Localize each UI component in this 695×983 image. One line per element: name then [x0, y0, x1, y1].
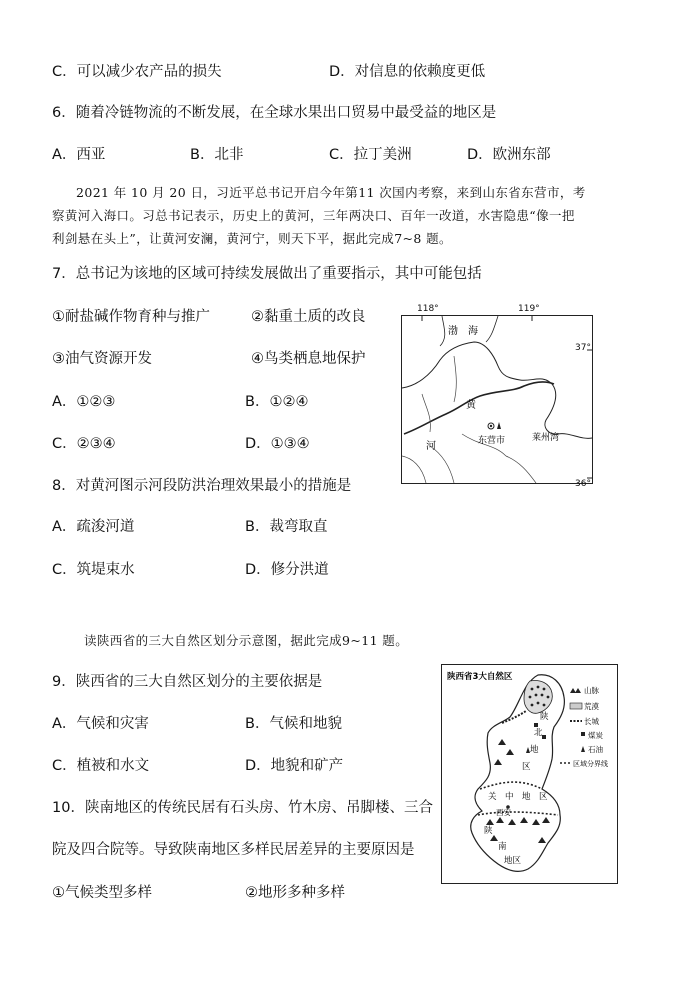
q8-option-a: A．疏浚河道 — [52, 519, 135, 535]
q6-option-c: C．拉丁美洲 — [329, 147, 412, 163]
sea-label: 渤 海 — [448, 326, 478, 337]
south-label-2: 南 — [498, 842, 507, 852]
boundary-central-south — [478, 812, 558, 815]
q8-option-d: D．修分洪道 — [245, 562, 329, 578]
q7-item-1: ①耐盐碱作物育种与推广 — [52, 309, 210, 325]
lon-label-119: 119° — [518, 304, 540, 314]
q8-option-b: B．裁弯取直 — [245, 519, 328, 535]
south-label-1: 陕 — [484, 826, 493, 836]
xian-label: 西安 — [496, 808, 511, 817]
q5-option-d: D．对信息的依赖度更低 — [329, 64, 486, 80]
legend-oil-icon — [581, 746, 585, 752]
shaanxi-regions-map — [441, 664, 618, 884]
bay-label: 莱州湾 — [532, 433, 560, 443]
north-label-2: 北 — [534, 728, 543, 738]
boundary-north-central — [480, 782, 542, 789]
q7-item-3: ③油气资源开发 — [52, 351, 152, 367]
q6-option-d: D．欧洲东部 — [467, 147, 551, 163]
legend-coal-icon — [581, 732, 585, 736]
legend-wall-label: 长城 — [584, 717, 599, 726]
coal-icon — [534, 723, 538, 727]
q7-item-2: ②黏重土质的改良 — [251, 309, 366, 325]
q6-option-b: B．北非 — [190, 147, 244, 163]
q9-option-a: A．气候和灾害 — [52, 716, 149, 732]
legend-oil-label: 石油 — [588, 745, 603, 754]
q9-stem: 9．陕西省的三大自然区划分的主要依据是 — [52, 674, 323, 690]
q7-stem: 7．总书记为该地的区域可持续发展做出了重要指示，其中可能包括 — [52, 266, 482, 282]
q5-option-c: C．可以减少农产品的损失 — [52, 64, 222, 80]
q10-stem-line2: 院及四合院等。导致陕南地区多样民居差异的主要原因是 — [52, 842, 415, 858]
q7-option-c: C．②③④ — [52, 436, 116, 452]
river-label-top: 黄 — [466, 400, 476, 411]
q9-option-c: C．植被和水文 — [52, 758, 150, 774]
legend-mountain-icon — [570, 688, 581, 693]
legend-boundary-label: 区域分界线 — [573, 760, 608, 768]
q7-option-a: A．①②③ — [52, 394, 116, 410]
q6-stem: 6．随着冷链物流的不断发展，在全球水果出口贸易中最受益的地区是 — [52, 105, 497, 121]
q10-item-1: ①气候类型多样 — [52, 885, 152, 901]
q8-option-c: C．筑堤束水 — [52, 562, 135, 578]
q8-stem: 8．对黄河图示河段防洪治理效果最小的措施是 — [52, 478, 352, 494]
passage1-line3: 利剑悬在头上”，让黄河安澜，黄河宁，则天下平，据此完成7~8 题。 — [52, 231, 452, 246]
q6-option-a: A．西亚 — [52, 147, 106, 163]
q7-option-b: B．①②④ — [245, 394, 309, 410]
city-label: 东营市 — [478, 436, 506, 446]
legend-desert-icon — [570, 703, 582, 709]
yellow-river-mouth-map — [401, 315, 593, 484]
q7-option-d: D．①③④ — [245, 436, 310, 452]
q10-item-2: ②地形多种多样 — [245, 885, 345, 901]
legend-mountain-label: 山脉 — [584, 686, 599, 695]
north-label-3: 地 — [530, 745, 539, 755]
q10-stem-line1: 10．陕南地区的传统民居有石头房、竹木房、吊脚楼、三合 — [52, 800, 433, 816]
passage1-line1: 2021 年 10 月 20 日，习近平总书记开启今年第11 次国内考察，来到山东省东营市，考 — [76, 185, 586, 200]
map-title: 陕西省3大自然区 — [447, 672, 513, 682]
legend-desert-label: 荒漠 — [584, 702, 599, 711]
river-label-bottom: 河 — [426, 441, 436, 452]
passage2-text: 读陕西省的三大自然区划分示意图，据此完成9~11 题。 — [84, 633, 409, 648]
oil-field-icon — [497, 422, 501, 429]
lat-label-37: 37° — [575, 343, 591, 353]
north-label-1: 陕 — [540, 712, 549, 722]
q7-item-4: ④鸟类栖息地保护 — [251, 351, 366, 367]
q9-option-d: D．地貌和矿产 — [245, 758, 344, 774]
great-wall-line — [502, 711, 526, 723]
passage1-line2: 察黄河入海口。习总书记表示，历史上的黄河，三年两决口、百年一改道，水害隐患“像一把 — [52, 208, 575, 223]
q9-option-b: B．气候和地貌 — [245, 716, 342, 732]
lat-label-36: 36° — [575, 479, 591, 489]
central-region-label: 关 中 地 区 — [488, 792, 548, 802]
lon-label-118: 118° — [417, 304, 439, 314]
north-label-4: 区 — [522, 762, 531, 772]
legend-coal-label: 煤炭 — [588, 731, 603, 740]
south-label-3: 地区 — [504, 856, 522, 866]
